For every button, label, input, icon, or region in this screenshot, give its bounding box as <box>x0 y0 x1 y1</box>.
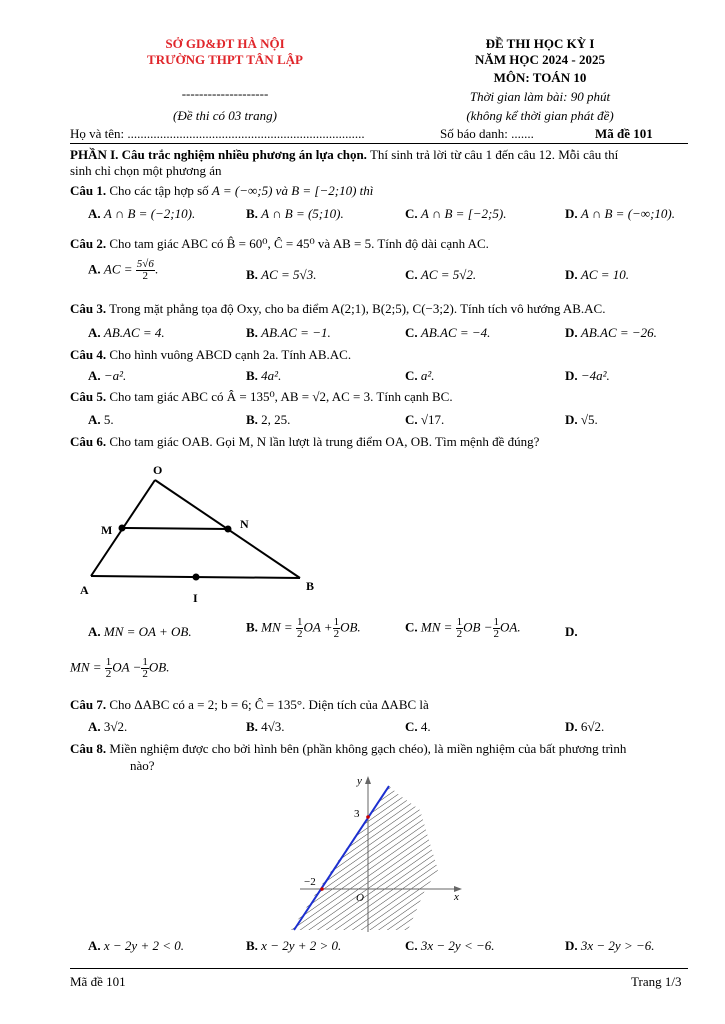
option-text: x − 2y + 2 < 0. <box>103 938 184 953</box>
q7-stem <box>70 697 700 713</box>
option-letter: B. <box>246 938 258 953</box>
option-text: OB. <box>148 659 170 675</box>
q3-text: Trong mặt phẳng tọa độ Oxy, cho ba điểm A(2;1), B(2;5), C(−3;2). Tính tích vô hướng AB.AC. <box>109 301 606 316</box>
option-letter: B. <box>246 368 258 383</box>
q3-label: Câu 3. <box>70 301 107 316</box>
option-letter: B. <box>246 267 258 282</box>
option-letter: A. <box>88 719 101 734</box>
q4-text: Cho hình vuông ABCD cạnh 2a. Tính AB.AC. <box>109 347 352 362</box>
option-letter: D. <box>565 206 578 221</box>
tick-label-3: 3 <box>354 808 360 820</box>
option-text: A ∩ B = (5;10). <box>261 206 344 221</box>
option-text: 4√3. <box>261 719 285 734</box>
part1-line1 <box>70 147 700 163</box>
q1-label: Câu 1. <box>70 183 107 198</box>
q1-text: Cho các tập hợp số <box>109 183 209 198</box>
option-text: OA. <box>500 619 521 635</box>
q3-option-d[interactable] <box>565 325 657 341</box>
option-text: 4. <box>420 719 431 734</box>
option-letter: D. <box>565 719 578 734</box>
fraction-numerator: 1 <box>296 616 303 628</box>
option-letter: D. <box>565 267 578 282</box>
option-letter: B. <box>246 412 258 427</box>
q1-option-a[interactable] <box>88 206 195 222</box>
fraction-denominator: 2 <box>142 270 149 282</box>
part1-title: PHẦN I. Câu trắc nghiệm nhiều phương án lựa chọn. <box>70 147 367 162</box>
q8-text: Miền nghiệm được cho bởi hình bên (phần không gạch chéo), là miền nghiệm của bất phương trình <box>109 741 627 756</box>
option-text: AC = <box>103 261 133 277</box>
option-text: OB − <box>463 619 493 635</box>
option-letter: A. <box>88 325 101 340</box>
label-m: M <box>101 523 113 537</box>
q2-option-a[interactable]: A. AC = $\frac{5√6}{2}$ . <box>88 258 159 282</box>
option-letter: C. <box>405 412 418 427</box>
fraction-denominator: 2 <box>333 628 340 640</box>
q8-stem-cont: nào? <box>130 758 155 773</box>
q2-label: Câu 2. <box>70 236 107 251</box>
axis-label-x: x <box>454 891 459 903</box>
fraction-numerator: 1 <box>333 616 340 628</box>
q2-text: Cho tam giác ABC có B̂ = 60⁰, Ĉ = 45⁰ và AB = 5. Tính độ dài cạnh AC. <box>109 236 489 251</box>
q6-text: Cho tam giác OAB. Gọi M, N lần lượt là trung điểm OA, OB. Tìm mệnh đề đúng? <box>109 434 540 449</box>
triangle-oab-figure <box>75 458 335 608</box>
option-text: AB.AC = −1. <box>261 325 331 340</box>
option-letter: A. <box>88 261 101 277</box>
option-text: AB.AC = −26. <box>580 325 657 340</box>
option-text: AC = 5√3. <box>261 267 317 282</box>
fraction-numerator: 1 <box>456 616 463 628</box>
fraction-denominator: 2 <box>296 628 303 640</box>
option-letter: A. <box>88 368 101 383</box>
q1-math: A = (−∞;5) và B = [−2;10) thì <box>211 183 374 198</box>
option-text: A ∩ B = [−2;5). <box>420 206 507 221</box>
q2-option-d[interactable] <box>565 267 629 283</box>
option-text: x − 2y + 2 > 0. <box>261 938 342 953</box>
option-text: a². <box>420 368 435 383</box>
part1-desc: Thí sinh trả lời từ câu 1 đến câu 12. Mỗi câu thí <box>366 147 619 162</box>
q1-option-d[interactable] <box>565 206 675 222</box>
label-i: I <box>193 591 198 605</box>
q4-stem <box>70 347 700 363</box>
q8-label: Câu 8. <box>70 741 107 756</box>
option-text: OB. <box>340 619 361 635</box>
option-text: MN = OA + OB. <box>103 624 192 639</box>
option-text: AC = 10. <box>580 267 630 282</box>
option-text: AB.AC = −4. <box>420 325 491 340</box>
label-n: N <box>240 517 249 531</box>
q4-option-c[interactable] <box>405 368 435 384</box>
option-text: AB.AC = 4. <box>103 325 165 340</box>
option-letter: D. <box>565 624 578 639</box>
sbd-field: Số báo danh: ....... <box>440 126 534 141</box>
option-letter: C. <box>405 719 418 734</box>
option-letter: C. <box>405 368 418 383</box>
label-a: A <box>80 583 89 597</box>
option-letter: C. <box>405 267 418 282</box>
option-letter: B. <box>246 619 258 635</box>
q6-label: Câu 6. <box>70 434 107 449</box>
fraction-denominator: 2 <box>105 668 112 680</box>
option-letter: B. <box>246 325 258 340</box>
fraction-denominator: 2 <box>142 668 148 680</box>
label-b: B <box>306 579 315 593</box>
q6-option-b[interactable] <box>246 617 361 640</box>
option-letter: A. <box>88 938 101 953</box>
option-letter: D. <box>565 325 578 340</box>
q3-stem <box>70 301 700 317</box>
option-letter: D. <box>565 368 578 383</box>
q8-option-d[interactable] <box>565 938 655 954</box>
q5-stem <box>70 389 700 405</box>
footer-code: Mã đề 101 <box>70 974 126 989</box>
q7-option-d[interactable] <box>565 719 604 735</box>
option-letter: C. <box>405 325 418 340</box>
q6-option-a[interactable] <box>88 624 192 640</box>
option-letter: A. <box>88 412 101 427</box>
q8-option-a[interactable] <box>88 938 184 954</box>
q7-label: Câu 7. <box>70 697 107 712</box>
q3-option-a[interactable] <box>88 325 165 341</box>
point-0-3 <box>366 815 370 819</box>
q4-option-d[interactable] <box>565 368 610 384</box>
q4-label: Câu 4. <box>70 347 107 362</box>
fraction <box>493 617 501 640</box>
option-text: OA − <box>112 659 142 675</box>
option-text: −4a². <box>580 368 610 383</box>
q4-option-b[interactable] <box>246 368 281 384</box>
point-m <box>119 525 126 532</box>
q1-stem <box>70 183 700 199</box>
fraction-numerator: 5√6 <box>136 258 154 270</box>
fraction-numerator: 1 <box>142 656 148 668</box>
q5-option-c[interactable] <box>405 412 444 428</box>
point-minus2-0 <box>320 887 324 891</box>
option-text: 3√2. <box>103 719 128 734</box>
q1-option-c[interactable] <box>405 206 506 222</box>
inequality-region-figure <box>290 772 480 940</box>
q6-stem <box>70 434 700 450</box>
option-text: 4a². <box>261 368 282 383</box>
fraction-numerator: 1 <box>105 656 112 668</box>
label-o: O <box>153 463 163 477</box>
q7-option-a[interactable] <box>88 719 127 735</box>
option-text: MN = <box>261 619 293 635</box>
option-text: OA + <box>303 619 333 635</box>
part1-desc2: sinh chỉ chọn một phương án <box>70 163 222 178</box>
q6-option-d[interactable] <box>70 657 170 680</box>
option-letter: B. <box>246 719 258 734</box>
option-letter: C. <box>405 938 418 953</box>
option-text: MN = <box>420 619 453 635</box>
exam-code: Mã đề 101 <box>595 126 653 141</box>
q5-option-b[interactable] <box>246 412 290 428</box>
option-text: 2, 25. <box>261 412 291 427</box>
q2-option-c[interactable] <box>405 267 476 283</box>
point-n <box>225 526 232 533</box>
q1-option-b[interactable] <box>246 206 344 222</box>
q6-option-d-letter[interactable] <box>565 624 578 640</box>
footer-rule <box>70 968 688 969</box>
footer-page: Trang 1/3 <box>631 974 682 989</box>
option-text: A ∩ B = (−2;10). <box>103 206 196 221</box>
q7-option-b[interactable] <box>246 719 285 735</box>
q7-option-c[interactable] <box>405 719 431 735</box>
exam-subject: MÔN: TOÁN 10 <box>493 70 587 85</box>
option-letter: B. <box>246 206 258 221</box>
name-field: Họ và tên: ......................................................................... <box>70 126 365 141</box>
q3-option-b[interactable] <box>246 325 331 341</box>
fraction <box>333 617 341 640</box>
fraction-denominator: 2 <box>493 628 500 640</box>
q5-option-a[interactable] <box>88 412 114 428</box>
fraction <box>136 259 155 282</box>
origin-label: O <box>356 892 364 904</box>
option-letter: A. <box>88 624 101 639</box>
option-text: MN = <box>70 659 102 675</box>
q5-option-d[interactable] <box>565 412 598 428</box>
option-text: √5. <box>580 412 598 427</box>
q4-option-a[interactable] <box>88 368 126 384</box>
option-letter: D. <box>565 412 578 427</box>
pages-note: (Đề thi có 03 trang) <box>173 108 277 123</box>
axis-label-y: y <box>357 775 362 787</box>
q5-label: Câu 5. <box>70 389 107 404</box>
point-i <box>193 574 200 581</box>
q8-option-b[interactable] <box>246 938 341 954</box>
option-text: −a². <box>103 368 127 383</box>
q7-text: Cho ΔABC có a = 2; b = 6; Ĉ = 135°. Diện tích của ΔABC là <box>109 697 429 712</box>
q2-stem <box>70 236 700 252</box>
option-text: √17. <box>420 412 445 427</box>
q3-option-c[interactable] <box>405 325 490 341</box>
y-axis-arrow-icon <box>365 776 371 784</box>
exam-time-note: (không kể thời gian phát đề) <box>466 108 614 123</box>
option-letter: A. <box>88 206 101 221</box>
option-text: 3x − 2y < −6. <box>420 938 495 953</box>
header-rule <box>70 143 688 144</box>
fraction-denominator: 2 <box>456 628 463 640</box>
option-letter: C. <box>405 206 418 221</box>
header-dashes: -------------------- <box>181 86 269 101</box>
option-text: 6√2. <box>580 719 605 734</box>
exam-time: Thời gian làm bài: 90 phút <box>469 89 611 104</box>
option-text: A ∩ B = (−∞;10). <box>580 206 675 221</box>
option-letter: C. <box>405 619 418 635</box>
fraction-numerator: 1 <box>493 616 500 628</box>
fraction <box>141 657 149 680</box>
dept-name: SỞ GD&ĐT HÀ NỘI <box>165 36 285 51</box>
q5-text: Cho tam giác ABC có Â = 135⁰, AB = √2, AC = 3. Tính cạnh BC. <box>109 389 453 404</box>
exam-title: ĐỀ THI HỌC KỲ I <box>485 36 595 51</box>
option-text: AC = 5√2. <box>420 267 477 282</box>
q6-option-c[interactable] <box>405 617 521 640</box>
q8-option-c[interactable] <box>405 938 495 954</box>
option-text: 5. <box>103 412 114 427</box>
option-letter: D. <box>565 938 578 953</box>
q8-stem <box>70 741 700 757</box>
segment-mn <box>122 528 228 529</box>
q2-option-b[interactable] <box>246 267 316 283</box>
tick-label-minus2: −2 <box>304 876 316 888</box>
hatched-region <box>291 786 438 930</box>
option-text: 3x − 2y > −6. <box>580 938 655 953</box>
exam-year: NĂM HỌC 2024 - 2025 <box>475 52 605 67</box>
school-name: TRƯỜNG THPT TÂN LẬP <box>147 52 303 67</box>
